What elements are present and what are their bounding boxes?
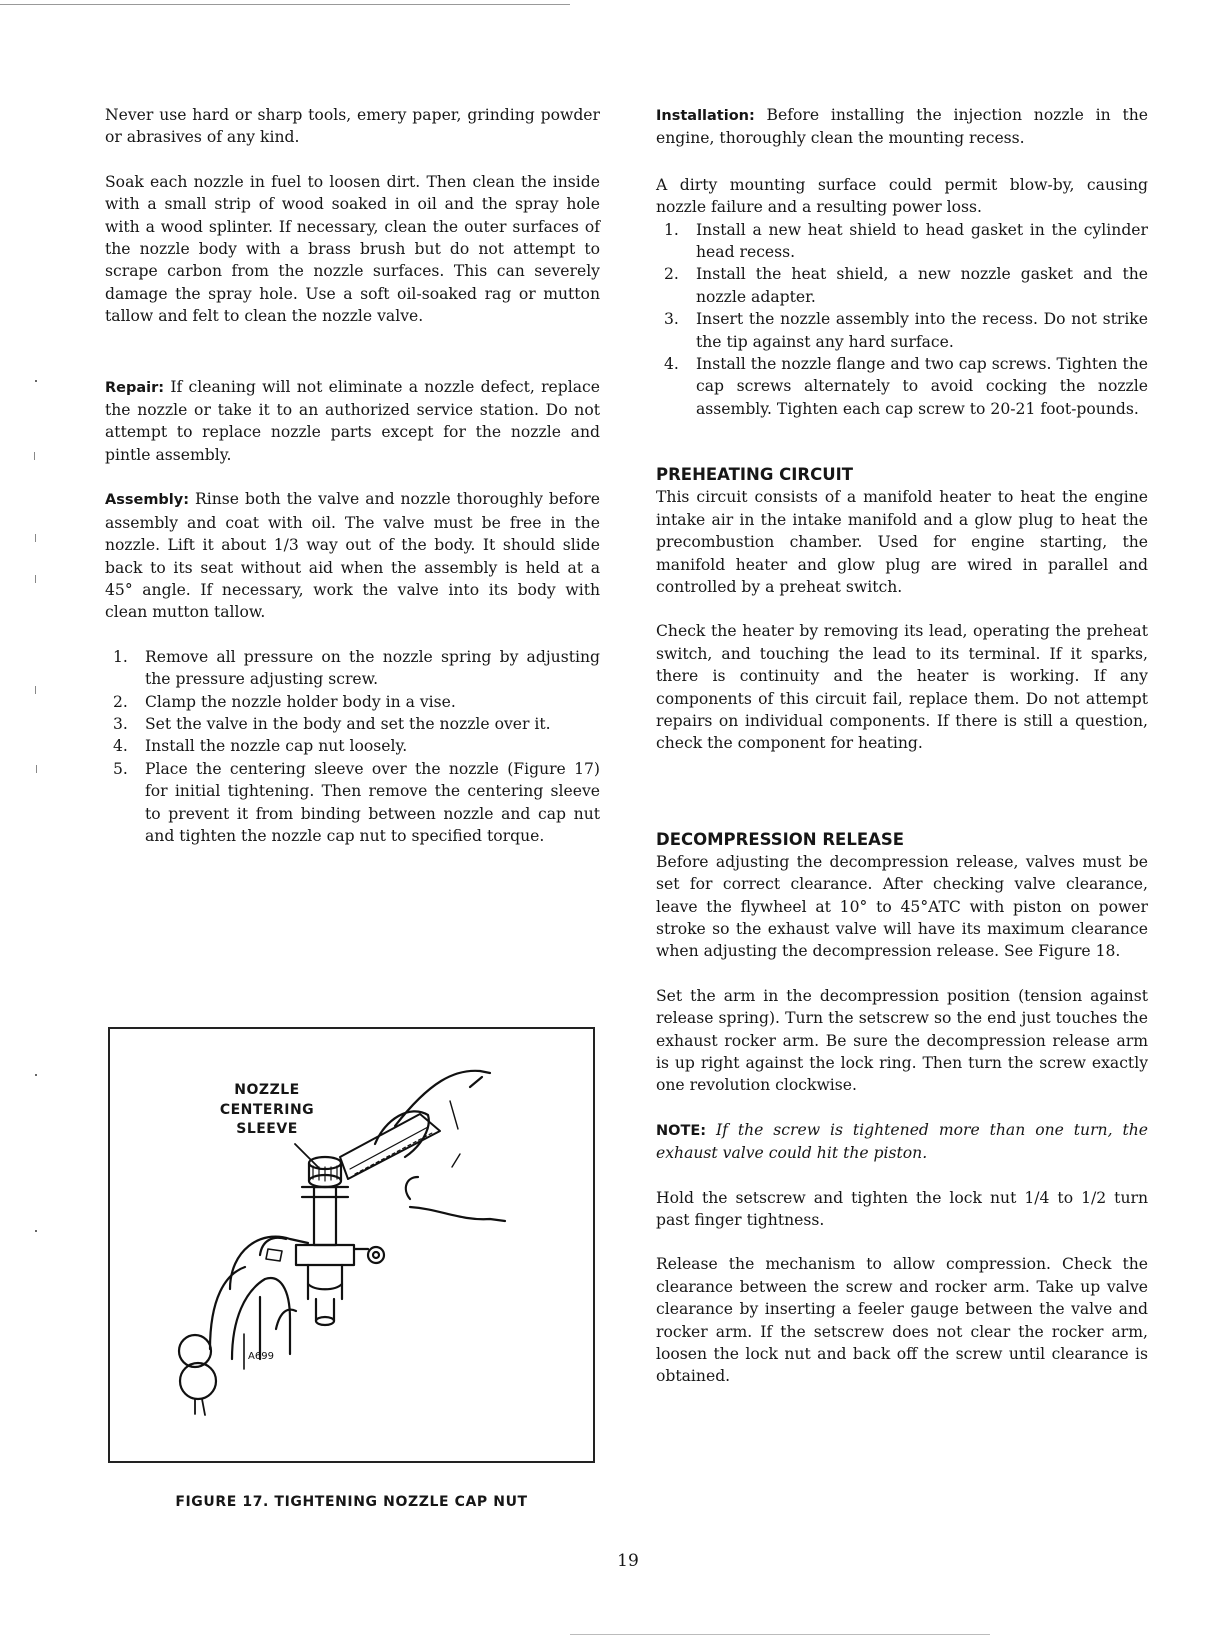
- scan-speck: [36, 765, 37, 773]
- scan-speck: [35, 1230, 37, 1232]
- page-number: 19: [617, 1551, 639, 1571]
- paragraph-decompression-setup: Before adjusting the decompression release, valves must be set for correct clearance. After checking valve clearance, leave the flywheel at 10° to 45°ATC with piston on power stroke so the exhaust valve will have its maximum clearance when adjusting the decompression release. See Figure 18.: [656, 852, 1148, 961]
- list-item: 2. Install the heat shield, a new nozzle gasket and the nozzle adapter.: [664, 265, 1148, 306]
- list-item: 4. Install the nozzle flange and two cap screws. Tighten the cap screws alternately to avoid cocking the nozzle assembly. Tighten each cap screw to 20-21 foot-pounds.: [664, 355, 1148, 418]
- paragraph-soak-nozzle: Soak each nozzle in fuel to loosen dirt. Then clean the inside with a small strip of wood soaked in oil and the spray hole with a wood splinter. If necessary, clean the outer surfaces of the nozzle body with a brass brush but do not attempt to scrape carbon from the nozzle surfaces. This can severely damage the spray hole. Use a soft oil-soaked rag or mutton tallow and felt to clean the nozzle valve.: [105, 172, 600, 326]
- installation-steps-list: [656, 219, 1148, 421]
- list-item: 1. Remove all pressure on the nozzle spring by adjusting the pressure adjusting screw.: [113, 647, 600, 689]
- note-label: NOTE:: [656, 1122, 707, 1139]
- paragraph-decompression-arm: Set the arm in the decompression position (tension against release spring). Turn the setscrew so the end just touches the exhaust rocker arm. Be sure the decompression release arm is up right against the lock ring. Then turn the screw exactly one revolution clockwise.: [656, 986, 1148, 1095]
- assembly-steps-list: [105, 646, 600, 848]
- list-item: 3. Set the valve in the body and set the nozzle over it.: [113, 714, 551, 733]
- paragraph-preheat-description: This circuit consists of a manifold heater to heat the engine intake air in the intake manifold and a glow plug to heat the precombustion chamber. Used for engine starting, the manifold heater and glow plug are wired in parallel and controlled by a preheat switch.: [656, 488, 1148, 596]
- decompression-release-heading: DECOMPRESSION RELEASE: [656, 829, 905, 849]
- right-column: [656, 104, 1148, 1388]
- paragraph-installation: [656, 104, 1148, 150]
- installation-text: Before installing the injection nozzle in the engine, thoroughly clean the mounting recess.: [656, 106, 1148, 148]
- repair-label: Repair:: [105, 379, 165, 396]
- note-paragraph: [656, 1119, 1148, 1165]
- scan-speck: [35, 686, 36, 694]
- paragraph-preheat-check: Check the heater by removing its lead, operating the preheat switch, and touching the lead to its terminal. If it sparks, there is continuity and the heater is working. If any components of this circuit fail, replace them. Do not attempt repairs on individual components. If there is still a question, check the component for heating.: [656, 622, 1148, 753]
- paragraph-dirty-surface: A dirty mounting surface could permit blow-by, causing nozzle failure and a resulting power loss.: [656, 175, 1148, 217]
- scan-speck: [34, 452, 35, 460]
- list-item: 3. Insert the nozzle assembly into the recess. Do not strike the tip against any hard surface.: [664, 310, 1148, 351]
- repair-text: If cleaning will not eliminate a nozzle defect, replace the nozzle or take it to an authorized service station. Do not attempt to replace nozzle parts except for the nozzle and pintle assembly.: [105, 377, 600, 464]
- scan-speck: [35, 575, 36, 583]
- paragraph-tools-warning: Never use hard or sharp tools, emery paper, grinding powder or abrasives of any kind.: [105, 106, 600, 147]
- figure-17-caption: FIGURE 17. TIGHTENING NOZZLE CAP NUT: [175, 1494, 528, 1510]
- scan-speck: [35, 534, 36, 542]
- scan-speck: [35, 1074, 37, 1076]
- paragraph-repair: [105, 376, 600, 467]
- list-item: 4. Install the nozzle cap nut loosely.: [113, 737, 408, 756]
- figure-17-box: [108, 1027, 595, 1463]
- top-rule: [0, 4, 570, 5]
- list-item: 5. Place the centering sleeve over the nozzle (Figure 17) for initial tightening. Then remove the centering sleeve to prevent it from binding between nozzle and cap nut and tighten the nozzle cap nut to specified torque.: [113, 759, 600, 845]
- installation-label: Installation:: [656, 108, 755, 124]
- bottom-rule: [570, 1634, 990, 1635]
- list-item: 1. Install a new heat shield to head gasket in the cylinder head recess.: [664, 220, 1148, 262]
- figure-callout-label: NOZZLE CENTERING SLEEVE: [219, 1082, 315, 1137]
- assembly-label: Assembly:: [105, 492, 190, 509]
- left-column: [105, 104, 600, 847]
- nozzle-wrench-illustration: [110, 1029, 593, 1461]
- paragraph-release-mechanism: Release the mechanism to allow compression. Check the clearance between the screw and rocker arm. Take up valve clearance by inserting a feeler gauge between the valve and rocker arm. If the setscrew does not clear the rocker arm, loosen the lock nut and back off the screw until clearance is obtained.: [656, 1255, 1148, 1386]
- assembly-text: Rinse both the valve and nozzle thoroughly before assembly and coat with oil. The valve must be free in the nozzle. Lift it about 1/3 way out of the body. It should slide back to its seat without aid when the assembly is held at a 45° angle. If necessary, work the valve into its body with clean mutton tallow.: [105, 490, 600, 622]
- note-text: If the screw is tightened more than one turn, the exhaust valve could hit the piston.: [656, 1120, 1148, 1163]
- paragraph-lock-nut: Hold the setscrew and tighten the lock nut 1/4 to 1/2 turn past finger tightness.: [656, 1188, 1148, 1230]
- preheating-circuit-heading: PREHEATING CIRCUIT: [656, 465, 853, 485]
- list-item: 2. Clamp the nozzle holder body in a vise.: [113, 692, 456, 711]
- paragraph-assembly: [105, 488, 600, 623]
- part-code: A699: [248, 1351, 274, 1362]
- scan-speck: [35, 380, 37, 382]
